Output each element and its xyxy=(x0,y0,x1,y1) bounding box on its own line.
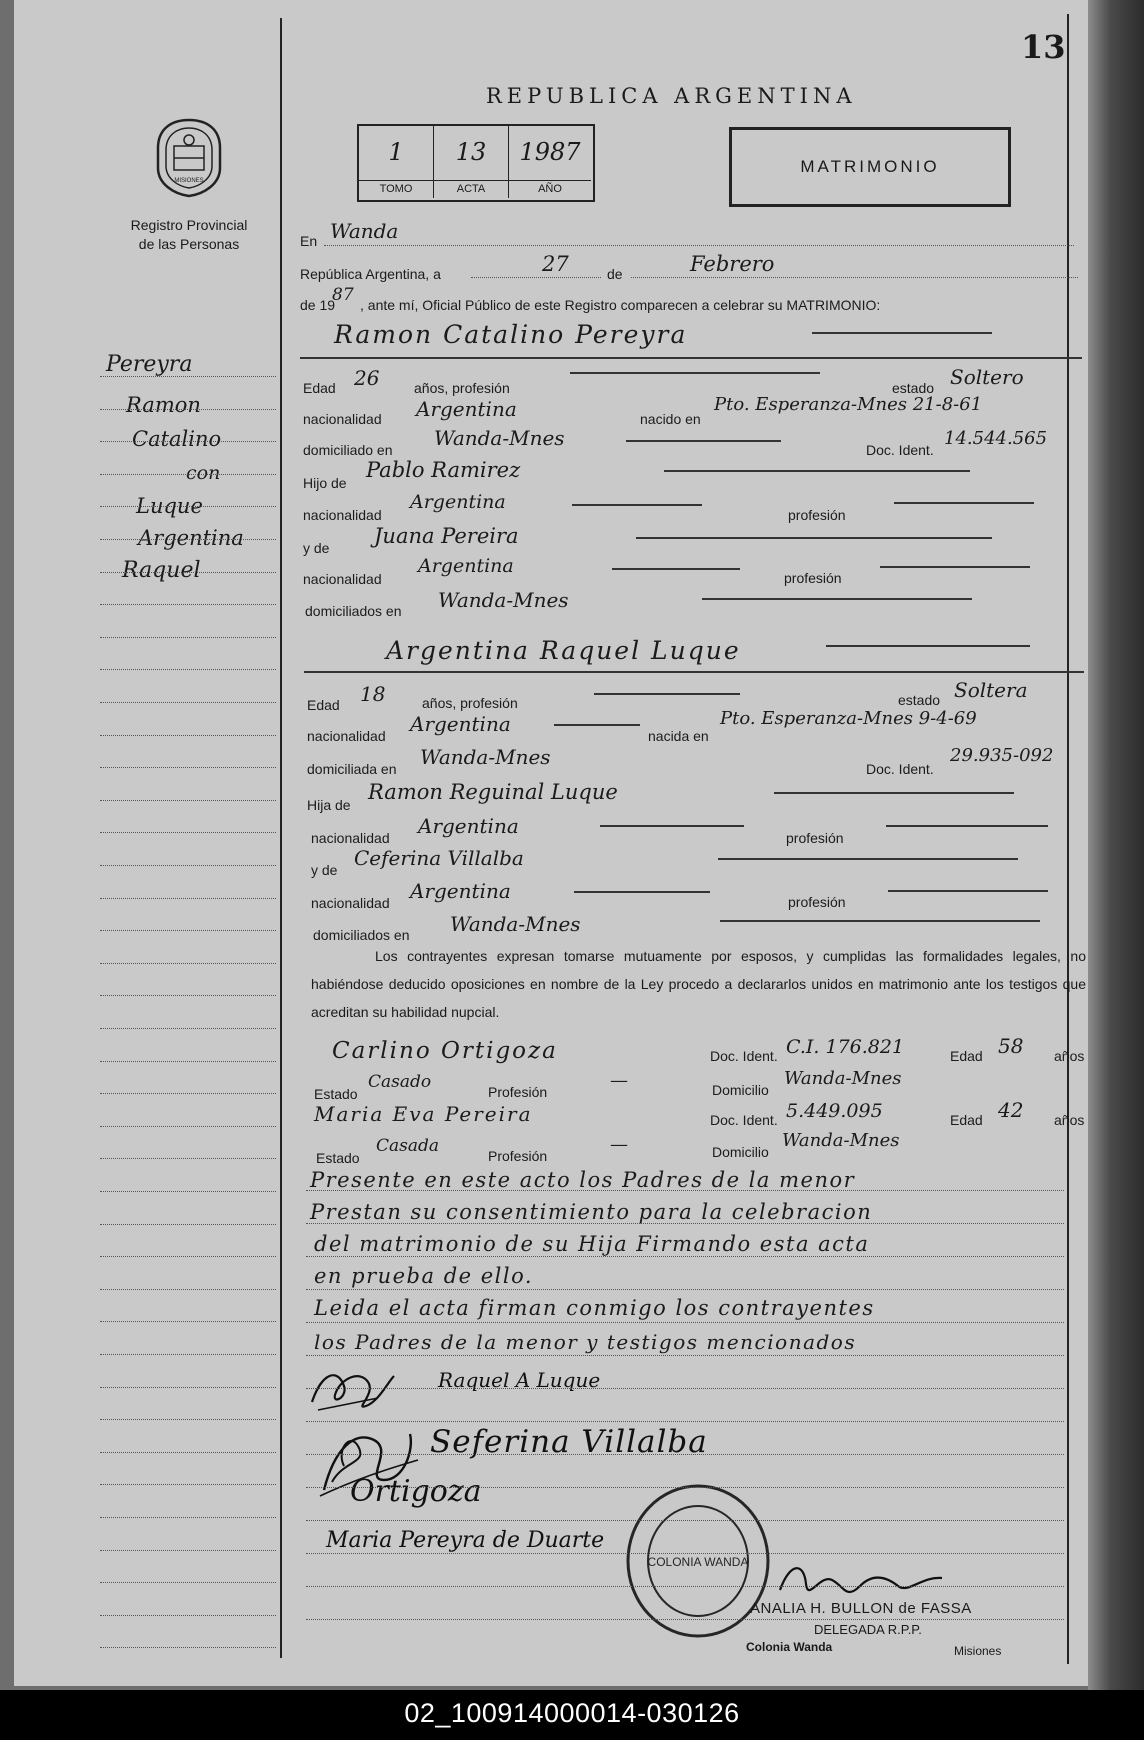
witness2-prof-label: Profesión xyxy=(488,1148,548,1164)
groom-nacionalidad: Argentina xyxy=(416,397,517,421)
seal-text: MISIONES xyxy=(174,178,204,184)
margin-note-7: Raquel xyxy=(122,558,201,583)
solid-line xyxy=(300,357,1082,359)
body-rule xyxy=(306,1355,1064,1356)
body-rule xyxy=(306,1520,1064,1521)
body-rule xyxy=(306,1421,1064,1422)
groom-edad-label: Edad xyxy=(303,380,336,396)
margin-divider xyxy=(280,18,282,1658)
witness2-prof: — xyxy=(610,1134,628,1155)
margin-rule xyxy=(100,1452,276,1453)
margin-rule xyxy=(100,1191,276,1192)
groom-nacido: Pto. Esperanza-Mnes 21-8-61 xyxy=(714,394,983,415)
groom-estado-label: estado xyxy=(892,380,935,396)
groom-padres-dom: Wanda-Mnes xyxy=(438,588,569,612)
official-signature-scribble xyxy=(776,1556,946,1606)
margin-rule xyxy=(100,669,276,670)
margin-rule xyxy=(100,604,276,605)
margin-rule xyxy=(100,898,276,899)
country-title: REPUBLICA ARGENTINA xyxy=(486,84,857,108)
stamp-text: COLONIA WANDA xyxy=(647,1555,749,1569)
register-page xyxy=(14,0,1119,1686)
intro-day: 27 xyxy=(542,252,569,276)
witness1-estado: Casado xyxy=(368,1072,432,1092)
note-line-3: del matrimonio de su Hija Firmando esta acta xyxy=(314,1232,870,1256)
body-rule xyxy=(306,1553,1064,1554)
margin-rule xyxy=(100,1387,276,1388)
signature-seferina: Seferina Villalba xyxy=(430,1424,708,1460)
witness2-doc-label: Doc. Ident. xyxy=(710,1112,778,1128)
provincial-seal xyxy=(150,116,228,200)
page-number: 13 xyxy=(1021,28,1066,66)
bride-padre-prof-label: profesión xyxy=(786,830,844,846)
body-rule xyxy=(306,1487,1064,1488)
solid-line xyxy=(894,502,1034,504)
groom-madre-nac-label: nacionalidad xyxy=(303,571,382,587)
margin-rule xyxy=(100,1224,276,1225)
margin-rule xyxy=(100,1158,276,1159)
body-rule xyxy=(306,1256,1064,1257)
witness2-doc: 5.449.095 xyxy=(786,1100,883,1122)
margin-rule xyxy=(100,409,276,410)
margin-rule xyxy=(100,963,276,964)
witness1-prof: — xyxy=(610,1070,628,1091)
margin-rule xyxy=(100,1615,276,1616)
groom-padre-prof-label: profesión xyxy=(788,507,846,523)
margin-rule xyxy=(100,832,276,833)
intro-en-label: En xyxy=(300,233,318,249)
witness2-estado: Casada xyxy=(376,1136,440,1156)
witness1-anios-label: años xyxy=(1054,1048,1085,1064)
margin-note-6: Argentina xyxy=(138,526,244,550)
groom-estado: Soltero xyxy=(950,365,1024,389)
anio-cell xyxy=(509,126,591,198)
bride-padres-dom: Wanda-Mnes xyxy=(450,912,581,936)
acta-value: 13 xyxy=(455,138,487,166)
registry-line-1: Registro Provincial xyxy=(130,217,248,233)
bride-estado-label: estado xyxy=(898,692,941,708)
witness2-estado-label: Estado xyxy=(316,1150,360,1166)
margin-rule xyxy=(100,1582,276,1583)
bride-estado: Soltera xyxy=(954,678,1028,702)
margin-rule xyxy=(100,376,276,377)
document-type-label: MATRIMONIO xyxy=(729,127,1011,207)
witness1-dom: Wanda-Mnes xyxy=(784,1068,902,1089)
solid-line xyxy=(720,920,1040,922)
scan-caption: 02_100914000014-030126 xyxy=(404,1698,740,1728)
tomo-cell xyxy=(359,126,434,198)
body-rule xyxy=(306,1223,1064,1224)
witness2-dom: Wanda-Mnes xyxy=(782,1130,900,1151)
bride-padre-nac-label: nacionalidad xyxy=(311,830,390,846)
groom-name: Ramon Catalino Pereyra xyxy=(334,320,688,349)
margin-rule xyxy=(100,572,276,573)
margin-rule xyxy=(100,995,276,996)
book-binding xyxy=(1088,0,1144,1690)
official-title: DELEGADA R.P.P. xyxy=(814,1622,922,1637)
registry-name xyxy=(114,216,264,254)
margin-rule xyxy=(100,702,276,703)
margin-note-2: Ramon xyxy=(126,393,201,417)
groom-doc: 14.544.565 xyxy=(944,428,1048,449)
margin-rule xyxy=(100,1256,276,1257)
groom-nacido-label: nacido en xyxy=(640,411,701,427)
bride-doc-label: Doc. Ident. xyxy=(866,761,934,777)
margin-rule xyxy=(100,1093,276,1094)
intro-place: Wanda xyxy=(330,219,399,243)
bride-madre-prof-label: profesión xyxy=(788,894,846,910)
solid-line xyxy=(888,890,1048,892)
margin-rule xyxy=(100,441,276,442)
margin-rule xyxy=(100,767,276,768)
bride-nacida: Pto. Esperanza-Mnes 9-4-69 xyxy=(720,708,977,729)
groom-padre-label: Hijo de xyxy=(303,475,347,491)
note-line-4: en prueba de ello. xyxy=(314,1264,534,1288)
margin-rule xyxy=(100,930,276,931)
solid-line xyxy=(702,598,972,600)
margin-note-5: Luque xyxy=(136,494,203,518)
intro-month: Febrero xyxy=(690,252,775,276)
solid-line xyxy=(626,440,781,442)
groom-domicilio-label: domiciliado en xyxy=(303,442,393,458)
signature-ortigoza: Ortigoza xyxy=(350,1474,482,1509)
groom-edad: 26 xyxy=(354,366,380,390)
solid-line xyxy=(574,891,710,893)
bride-domicilio: Wanda-Mnes xyxy=(420,745,551,769)
margin-rule xyxy=(100,1028,276,1029)
solid-line xyxy=(880,566,1030,568)
body-rule xyxy=(306,1586,1064,1587)
bride-domicilio-label: domiciliada en xyxy=(307,761,397,777)
bride-padre-label: Hija de xyxy=(307,797,351,813)
bride-nacionalidad-label: nacionalidad xyxy=(307,728,386,744)
groom-domicilio: Wanda-Mnes xyxy=(434,426,565,450)
intro-de-label: de xyxy=(607,266,623,282)
bride-edad: 18 xyxy=(360,682,386,706)
bride-edad-label: Edad xyxy=(307,697,340,713)
bride-nacionalidad: Argentina xyxy=(410,712,511,736)
groom-madre-prof-label: profesión xyxy=(784,570,842,586)
rule xyxy=(631,277,1078,278)
groom-doc-label: Doc. Ident. xyxy=(866,442,934,458)
acta-cell xyxy=(434,126,509,198)
note-line-1: Presente en este acto los Padres de la menor xyxy=(310,1168,856,1192)
witness1-dom-label: Domicilio xyxy=(712,1082,769,1098)
bride-padres-dom-label: domiciliados en xyxy=(313,927,410,943)
signature-scribble-1 xyxy=(308,1362,398,1416)
bride-nacida-label: nacida en xyxy=(648,728,709,744)
solid-line xyxy=(812,332,992,334)
solid-line xyxy=(304,671,1084,673)
body-rule xyxy=(306,1388,1064,1389)
margin-rule xyxy=(100,735,276,736)
tomo-value: 1 xyxy=(388,138,404,166)
solid-line xyxy=(612,568,740,570)
anio-value: 1987 xyxy=(519,138,581,166)
groom-padre-nac-label: nacionalidad xyxy=(303,507,382,523)
groom-padre-nac: Argentina xyxy=(410,491,506,513)
witness1-edad-label: Edad xyxy=(950,1048,983,1064)
witness2-dom-label: Domicilio xyxy=(712,1144,769,1160)
solid-line xyxy=(572,504,702,506)
margin-rule xyxy=(100,1061,276,1062)
witness2-anios-label: años xyxy=(1054,1112,1085,1128)
groom-madre: Juana Pereira xyxy=(374,524,519,548)
groom-madre-label: y de xyxy=(303,540,330,556)
witness2-edad: 42 xyxy=(998,1098,1024,1122)
solid-line xyxy=(570,372,820,374)
margin-rule xyxy=(100,539,276,540)
margin-rule xyxy=(100,1484,276,1485)
registry-line-2: de las Personas xyxy=(138,236,240,252)
solid-line xyxy=(826,645,1030,647)
body-rule xyxy=(306,1619,1064,1620)
witness1-doc-label: Doc. Ident. xyxy=(710,1048,778,1064)
margin-rule xyxy=(100,637,276,638)
body-rule xyxy=(306,1454,1064,1455)
groom-padre: Pablo Ramirez xyxy=(366,458,521,482)
solid-line xyxy=(664,470,970,472)
margin-rule xyxy=(100,800,276,801)
witness1-name: Carlino Ortigoza xyxy=(332,1038,558,1064)
groom-padres-dom-label: domiciliados en xyxy=(305,603,402,619)
intro-republica-label: República Argentina, a xyxy=(300,266,441,282)
right-border xyxy=(1067,14,1069,1664)
official-location: Colonia Wanda xyxy=(746,1640,833,1654)
solid-line xyxy=(886,825,1048,827)
bride-madre-label: y de xyxy=(311,862,338,878)
margin-rule xyxy=(100,1289,276,1290)
bride-madre-nac: Argentina xyxy=(410,879,511,903)
margin-rule xyxy=(100,1647,276,1648)
intro-year-prefix: de 19 xyxy=(300,297,336,313)
body-rule xyxy=(306,1190,1064,1191)
margin-rule xyxy=(100,506,276,507)
solid-line xyxy=(594,693,740,695)
rule xyxy=(471,277,601,278)
witness1-estado-label: Estado xyxy=(314,1086,358,1102)
bride-madre-nac-label: nacionalidad xyxy=(311,895,390,911)
margin-rule xyxy=(100,474,276,475)
margin-note-4: con xyxy=(186,462,221,484)
body-rule xyxy=(306,1322,1064,1323)
solid-line xyxy=(774,792,1014,794)
bride-name: Argentina Raquel Luque xyxy=(386,636,741,665)
note-line-6: los Padres de la menor y testigos mencionados xyxy=(314,1330,857,1354)
solid-line xyxy=(600,825,744,827)
margin-rule xyxy=(100,1550,276,1551)
tomo-label: TOMO xyxy=(359,180,433,195)
witness2-edad-label: Edad xyxy=(950,1112,983,1128)
margin-rule xyxy=(100,1419,276,1420)
intro-year-suffix: 87 xyxy=(332,285,354,305)
bride-anios-prof-label: años, profesión xyxy=(422,695,518,711)
note-line-5: Leida el acta firman conmigo los contrayentes xyxy=(314,1296,875,1320)
groom-nacionalidad-label: nacionalidad xyxy=(303,411,382,427)
margin-rule xyxy=(100,1354,276,1355)
intro-statement: , ante mí, Oficial Público de este Registro comparecen a celebrar su MATRIMONIO: xyxy=(360,297,881,313)
bride-madre: Ceferina Villalba xyxy=(354,846,524,870)
body-rule xyxy=(306,1289,1064,1290)
bride-doc: 29.935-092 xyxy=(950,745,1054,766)
groom-madre-nac: Argentina xyxy=(418,555,514,577)
margin-rule xyxy=(100,1517,276,1518)
margin-rule xyxy=(100,865,276,866)
bride-padre-nac: Argentina xyxy=(418,814,519,838)
witness1-edad: 58 xyxy=(998,1034,1024,1058)
solid-line xyxy=(636,537,992,539)
note-line-2: Prestan su consentimiento para la celebracion xyxy=(310,1200,873,1224)
solid-line xyxy=(554,724,640,726)
bride-padre: Ramon Reguinal Luque xyxy=(368,780,618,804)
witness2-name: Maria Eva Pereira xyxy=(314,1102,533,1126)
anio-label: AÑO xyxy=(509,180,591,195)
margin-rule xyxy=(100,1126,276,1127)
solid-line xyxy=(718,858,1018,860)
margin-note-3: Catalino xyxy=(132,427,222,451)
declaration-text: Los contrayentes expresan tomarse mutuamente por esposos, y cumplidas las formalidades legales, no habiéndose deducido oposiciones en nombre de la Ley procedo a declararlos unidos en matrimonio ante los testigos que acreditan su habilidad nupcial. xyxy=(311,948,1086,1020)
official-province: Misiones xyxy=(954,1644,1002,1658)
official-name: ANALIA H. BULLON de FASSA xyxy=(750,1600,972,1617)
signature-maria: Maria Pereyra de Duarte xyxy=(326,1528,605,1553)
signature-raquel: Raquel A Luque xyxy=(438,1368,601,1392)
witness1-prof-label: Profesión xyxy=(488,1084,548,1100)
acta-label: ACTA xyxy=(434,180,508,195)
rule xyxy=(324,245,1074,246)
margin-note-1: Pereyra xyxy=(106,352,193,377)
margin-rule xyxy=(100,1321,276,1322)
witness1-doc: C.I. 176.821 xyxy=(786,1036,905,1058)
groom-anios-prof-label: años, profesión xyxy=(414,380,510,396)
